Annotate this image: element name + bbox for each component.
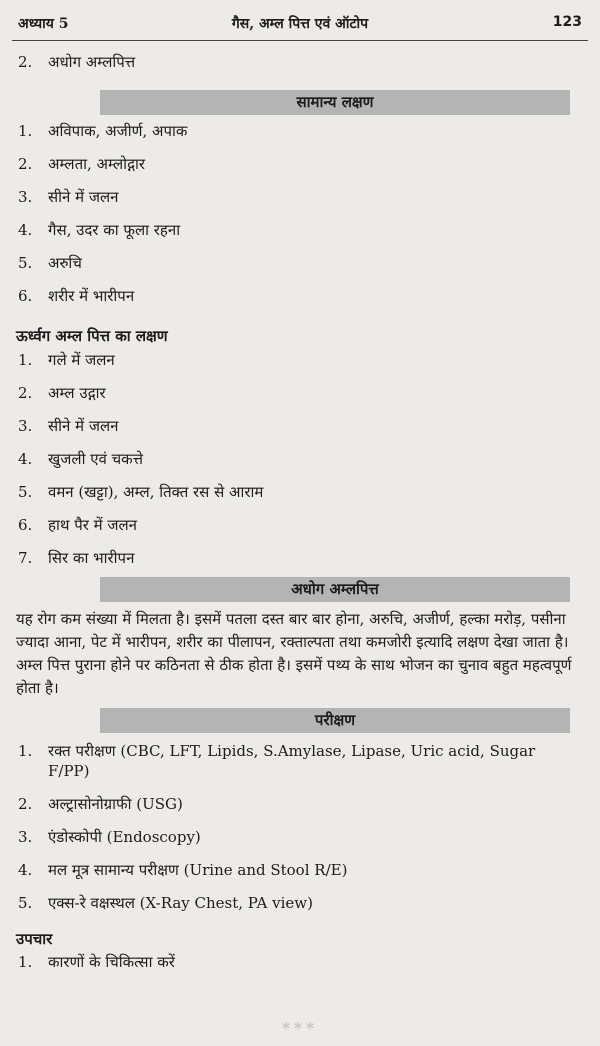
list-item: 4. मल मूत्र सामान्य परीक्षण (Urine and Stool R/E) <box>18 861 348 879</box>
list-item: 4. गैस, उदर का फूला रहना <box>18 221 181 239</box>
section-heading-general: सामान्य लक्षण <box>100 90 570 115</box>
list-item: 3. एंडोस्कोपी (Endoscopy) <box>18 828 201 846</box>
section-heading-downward: अधोग अम्लपित्त <box>100 577 570 602</box>
list-item: 5. वमन (खट्टा), अम्ल, तिक्त रस से आराम <box>18 483 264 501</box>
header-rule <box>12 40 588 41</box>
tests-list <box>18 741 578 913</box>
list-item: 2. अम्ल उद्गार <box>18 384 106 402</box>
chapter-label: अध्याय 5 <box>18 16 69 32</box>
footer-stars: *** <box>282 1019 318 1038</box>
list-item: 7. सिर का भारीपन <box>18 549 135 567</box>
page-number: 123 <box>552 14 582 30</box>
list-item: 5. एक्स-रे वक्षस्थल (X-Ray Chest, PA view) <box>18 894 313 912</box>
list-item: 2. अल्ट्रासोनोग्राफी (USG) <box>18 795 183 813</box>
list-item: 6. हाथ पैर में जलन <box>18 516 137 534</box>
section-heading-upward: ऊर्ध्वग अम्ल पित्त का लक्षण <box>16 327 168 345</box>
list-item: 2. अधोग अम्लपित्त <box>18 53 136 71</box>
section-heading-treatment: उपचार <box>16 930 53 948</box>
running-title: गैस, अम्ल पित्त एवं ऑटोप <box>231 16 369 32</box>
list-item: 1. कारणों के चिकित्सा करें <box>18 953 175 971</box>
page-header <box>18 14 582 38</box>
list-item: 2. अम्लता, अम्लोद्गार <box>18 155 146 173</box>
treatment-list <box>18 952 578 972</box>
page-content <box>18 46 578 972</box>
upward-symptoms-list <box>18 350 578 568</box>
list-item: 4. खुजली एवं चकत्ते <box>18 450 144 468</box>
list-item: 3. सीने में जलन <box>18 188 119 206</box>
list-item: 1. अविपाक, अजीर्ण, अपाक <box>18 122 188 140</box>
general-symptoms-list <box>18 121 578 306</box>
list-item: 6. शरीर में भारीपन <box>18 287 135 305</box>
list-item: 1. गले में जलन <box>18 351 115 369</box>
downward-paragraph: यह रोग कम संख्या में मिलता है। इसमें पतला दस्त बार बार होना, अरुचि, अजीर्ण, हल्का मरोड़, पसीना ज्यादा आना, पेट में भारीपन, शरीर का पीलापन, रक्ताल्पता तथा कमजोरी इत्यादि लक्षण देखा जाता है। अम्ल पित्त पुराना होने पर कठिनता से ठीक होता है। इसमें पथ्य के साथ भोजन का चुनाव बहुत महत्वपूर्ण होता है। <box>16 610 572 697</box>
section-heading-tests: परीक्षण <box>100 708 570 733</box>
list-item: 1. रक्त परीक्षण (CBC, LFT, Lipids, S.Amylase, Lipase, Uric acid, Sugar F/PP) <box>18 742 536 780</box>
list-item: 3. सीने में जलन <box>18 417 119 435</box>
list-item: 5. अरुचि <box>18 254 82 272</box>
